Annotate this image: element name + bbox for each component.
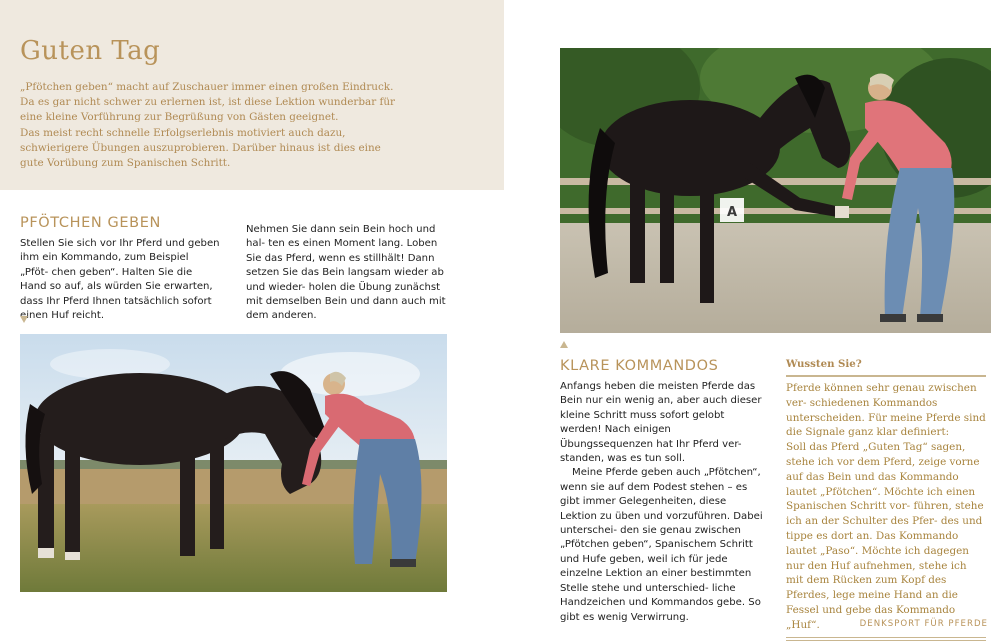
right-page [504,0,1008,632]
caption-pointer-down-icon [20,316,28,323]
sidebar-divider [786,640,986,641]
arena-marker-letter: A [726,205,738,220]
sidebar-paragraph: Pferde können sehr genau zwischen ver- schiedenen Kommandos unterscheiden. Für meine Pferde sind die Signale ganz klar definiert: [786,382,986,439]
intro-title: Guten Tag [20,36,161,66]
running-head: DENKSPORT FÜR PFERDE [859,619,988,629]
kommandos-column [560,380,765,625]
body-paragraph: Stellen Sie sich vor Ihr Pferd und geben ihm ein Kommando, zum Beispiel „Pföt- chen geben“. Halten Sie die Hand so auf, als würden Sie erwarten, dass Ihr Pferd Ihnen tatsächlich sofort einen Huf reicht. [20,238,220,322]
left-page [0,0,504,632]
intro-text [20,80,395,171]
sidebar-box [786,358,986,641]
pfoetchen-column-2 [246,223,446,324]
body-paragraph: Meine Pferde geben auch „Pfötchen“, wenn sie auf dem Podest stehen – es gibt immer Gelegenheiten, diese Lektion zu üben und vorzuführen. Dabei unterschei- den sie genau zwischen „Pfötchen geben“, Spanischem Schritt und Hufe geben, weil ich für jede einzelne Lektion an einer bestimmten Stelle stehe und unterschied- liche Handzeichen und Kommandos gebe. So gibt es wenig Verwirrung. [560,467,763,623]
section-heading-kommandos: KLARE KOMMANDOS [560,358,719,374]
sidebar-paragraph: Soll das Pferd „Guten Tag“ sagen, stehe ich vor dem Pferd, zeige vorne auf das Bein und das Kommando lautet „Pfötchen“. Möchte ich einen Spanischen Schritt vor- führen, stehe ich an der Schulter des Pfer- des und tippe es dort an. Das Kommando lautet „Paso“. Möchte ich dagegen nur den Huf aufnehmen, stehe ich mit dem Rücken zum Kopf des Pferdes, lege meine Hand an die Fessel und gebe das Kommando „Huf“. [786,441,984,631]
photo-horse-lifting-hoof [560,48,991,333]
sidebar-divider [786,375,986,377]
body-paragraph: Nehmen Sie dann sein Bein hoch und hal- ten es einen Moment lang. Loben Sie das Pferd, wenn es stillhält! Dann setzen Sie das Bein langsam wieder ab und wieder- holen die Übung zunächst mit demselben Bein und dann auch mit dem anderen. [246,224,446,322]
intro-box [0,0,504,190]
photo-horse-field [20,334,447,592]
sidebar-divider [786,637,986,638]
pfoetchen-column-1 [20,237,220,323]
body-paragraph: Anfangs heben die meisten Pferde das Bein nur ein wenig an, aber auch dieser kleine Schritt muss sofort gelobt werden! Nach einigen Übungssequenzen hat Ihr Pferd ver- standen, was es tun soll. [560,381,762,465]
intro-paragraph: „Pfötchen geben“ macht auf Zuschauer immer einen großen Eindruck. Da es gar nicht schwer zu erlernen ist, ist diese Lektion wunderbar für eine kleine Vorführung zur Begrüßung von Gästen geeignet. [20,81,395,124]
caption-pointer-up-icon [560,341,568,348]
sidebar-text [786,381,986,633]
section-heading-pfoetchen: PFÖTCHEN GEBEN [20,215,161,231]
sidebar-title: Wussten Sie? [786,358,862,370]
intro-paragraph: Das meist recht schnelle Erfolgserlebnis motiviert auch dazu, schwierigere Übungen auszuprobieren. Darüber hinaus ist dies eine gute Vorübung zum Spanischen Schritt. [20,126,381,170]
